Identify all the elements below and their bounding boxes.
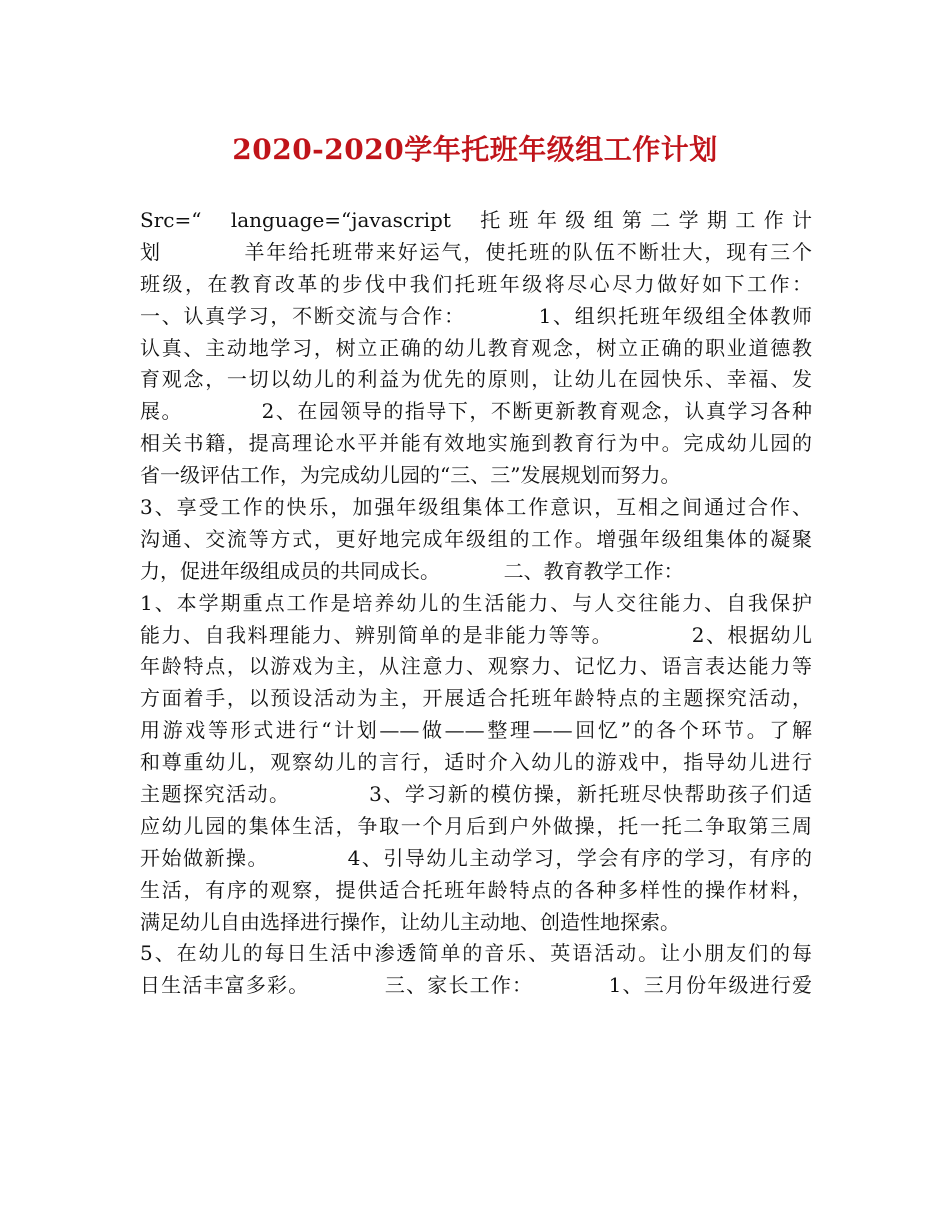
body-line: 生活，有序的观察，提供适合托班年龄特点的各种多样性的操作材料， [140, 877, 812, 902]
body-line: 划 羊年给托班带来好运气，使托班的队伍不断壮大，现有三个 [140, 239, 812, 264]
body-line: 日生活丰富多彩。 三、家长工作： 1、三月份年级进行爱 [140, 973, 812, 998]
body-line: 省一级评估工作，为完成幼儿园的“三、三”发展规划而努力。 [140, 463, 681, 488]
body-line: 1、本学期重点工作是培养幼儿的生活能力、与人交往能力、自我保护 [140, 590, 812, 615]
body-line: 应幼儿园的集体生活，争取一个月后到户外做操，托一托二争取第三周 [140, 813, 812, 838]
document-title: 2020-2020学年托班年级组工作计划 [232, 133, 718, 166]
body-line: 认真、主动地学习，树立正确的幼儿教育观念，树立正确的职业道德教 [140, 335, 812, 360]
body-line: 一、认真学习，不断交流与合作： 1、组织托班年级组全体教师 [140, 303, 812, 328]
body-line: 和尊重幼儿，观察幼儿的言行，适时介入幼儿的游戏中，指导幼儿进行 [140, 750, 812, 775]
body-line: 相关书籍，提高理论水平并能有效地实施到教育行为中。完成幼儿园的 [140, 431, 812, 456]
body-line: 满足幼儿自由选择进行操作，让幼儿主动地、创造性地探索。 [140, 909, 680, 934]
body-line: 育观念，一切以幼儿的利益为优先的原则，让幼儿在园快乐、幸福、发 [140, 367, 812, 392]
body-line: Src=“ language=“javascript 托班年级组第二学期工作计 [140, 208, 812, 232]
body-line: 班级，在教育改革的步伐中我们托班年级将尽心尽力做好如下工作： [140, 271, 812, 296]
document-body [140, 205, 812, 1002]
body-line: 能力、自我料理能力、辨别简单的是非能力等等。 2、根据幼儿 [140, 622, 812, 647]
body-line: 年龄特点，以游戏为主，从注意力、观察力、记忆力、语言表达能力等 [140, 654, 812, 679]
body-line: 沟通、交流等方式，更好地完成年级组的工作。增强年级组集体的凝聚 [140, 526, 812, 551]
body-line: 用游戏等形式进行“计划——做——整理——回忆”的各个环节。了解 [140, 718, 812, 743]
body-line: 展。 2、在园领导的指导下，不断更新教育观念，认真学习各种 [140, 399, 812, 424]
body-line: 5、在幼儿的每日生活中渗透简单的音乐、英语活动。让小朋友们的每 [140, 941, 812, 966]
body-line: 3、享受工作的快乐，加强年级组集体工作意识，互相之间通过合作、 [140, 495, 812, 520]
body-line: 方面着手，以预设活动为主，开展适合托班年龄特点的主题探究活动， [140, 686, 812, 711]
body-line: 力，促进年级组成员的共同成长。 二、教育教学工作： [140, 558, 684, 583]
body-line: 主题探究活动。 3、学习新的模仿操，新托班尽快帮助孩子们适 [140, 782, 812, 807]
body-line: 开始做新操。 4、引导幼儿主动学习，学会有序的学习，有序的 [140, 845, 812, 870]
